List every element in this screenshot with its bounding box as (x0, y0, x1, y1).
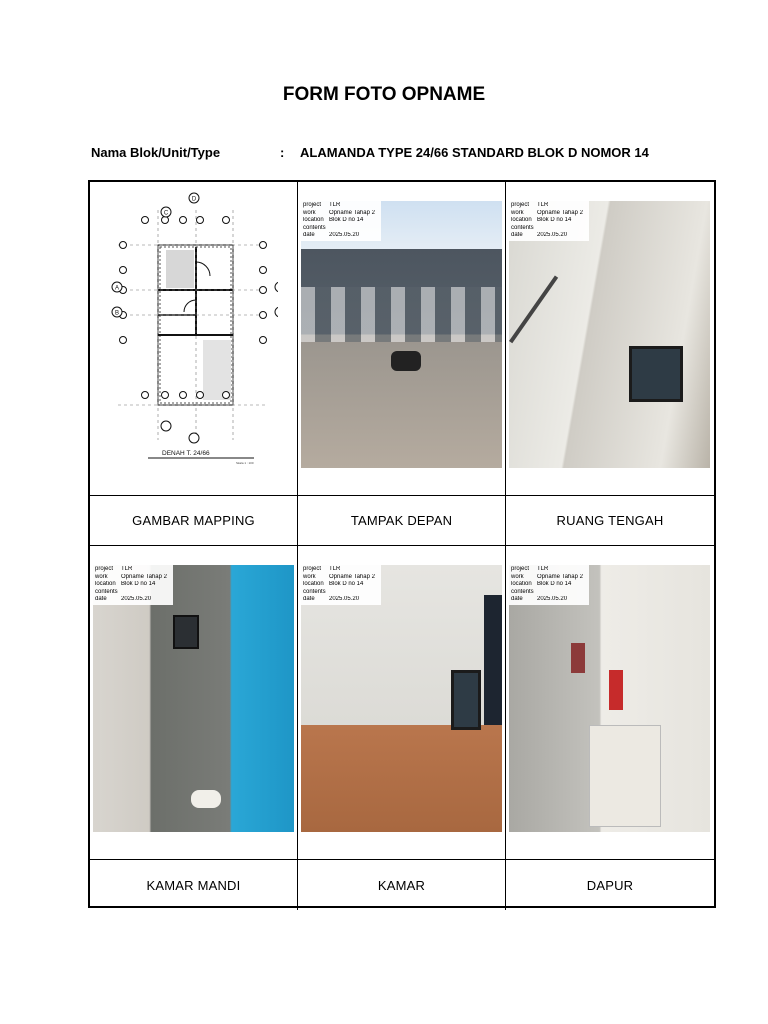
kitchen-photo-cell (506, 546, 714, 860)
caption-bedroom: KAMAR (298, 860, 506, 910)
bathroom-photo-cell (90, 546, 298, 860)
photo-stamp: project TLR work Opname Tahap 2 location Blok D no 14 contents date 2025.05.20 (301, 565, 381, 605)
photo-stamp: project TLR work Opname Tahap 2 location Blok D no 14 contents date 2025.05.20 (509, 565, 589, 605)
living-room-photo-cell (506, 182, 714, 496)
axis-label-b: B (114, 310, 120, 317)
caption-floor-plan: GAMBAR MAPPING (90, 496, 298, 546)
photo-stamp: project TLR work Opname Tahap 2 location Blok D no 14 contents date 2025.05.20 (509, 201, 589, 241)
floor-plan-cell (90, 182, 298, 496)
bedroom-photo (301, 565, 502, 832)
photo-grid (88, 180, 716, 908)
front-view-photo (301, 201, 502, 468)
bedroom-photo-cell (298, 546, 506, 860)
form-title: FORM FOTO OPNAME (282, 84, 486, 105)
caption-bathroom: KAMAR MANDI (90, 860, 298, 910)
living-room-photo (509, 201, 710, 468)
caption-front-view: TAMPAK DEPAN (298, 496, 506, 546)
front-view-photo-cell (298, 182, 506, 496)
photo-stamp: project TLR work Opname Tahap 2 location Blok D no 14 contents date 2025.05.20 (301, 201, 381, 241)
axis-label-c: C (163, 210, 169, 217)
caption-kitchen: DAPUR (586, 877, 634, 893)
unit-info-colon: : (280, 145, 285, 160)
caption-living-room: RUANG TENGAH (506, 496, 714, 546)
axis-label-d: D (191, 196, 197, 203)
floor-plan-title: DENAH T. 24/66 (162, 450, 210, 457)
floor-plan-scale: Skala 1 : 100 (236, 461, 254, 465)
floor-plan-drawing (108, 190, 278, 466)
photo-stamp: project TLR work Opname Tahap 2 location Blok D no 14 contents date 2025.05.20 (93, 565, 173, 605)
unit-info-label: Nama Blok/Unit/Type (91, 145, 221, 160)
axis-label-a: A (114, 285, 120, 292)
kitchen-photo (509, 565, 710, 832)
bathroom-photo (93, 565, 294, 832)
unit-info-value: ALAMANDA TYPE 24/66 STANDARD BLOK D NOMOR 14 (300, 145, 649, 160)
